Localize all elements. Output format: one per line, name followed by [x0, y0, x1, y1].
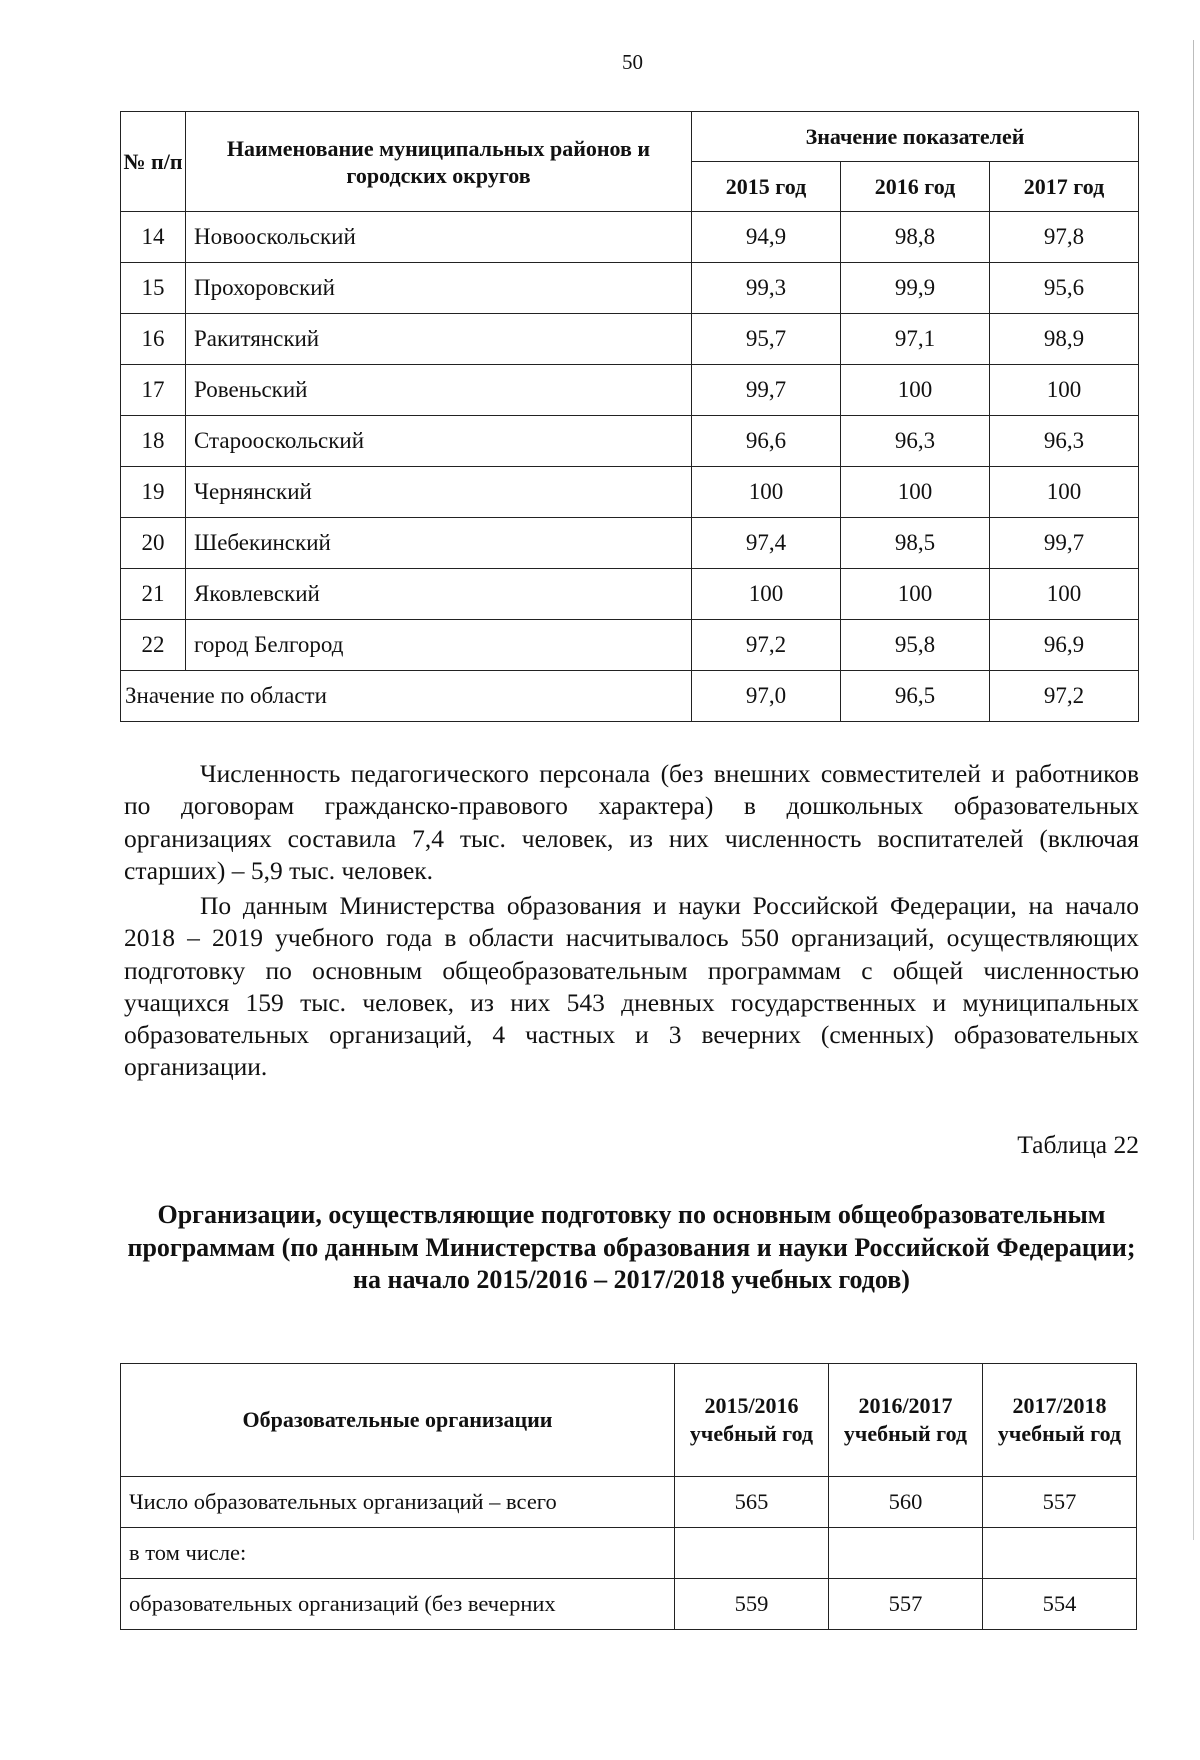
row-number: 18: [121, 416, 186, 467]
region-name: город Белгород: [186, 620, 692, 671]
row-number: 14: [121, 212, 186, 263]
table-row: [121, 1477, 1137, 1528]
row-label: в том числе:: [121, 1528, 675, 1579]
col-header-number: № п/п: [121, 112, 186, 212]
value-2016: 97,1: [841, 314, 990, 365]
value-2017: 97,8: [990, 212, 1139, 263]
region-name: Новооскольский: [186, 212, 692, 263]
col-header-2015-2016: 2015/2016 учебный год: [675, 1364, 829, 1477]
col-header-organizations: Образовательные организации: [121, 1364, 675, 1477]
value-2015: 100: [692, 569, 841, 620]
value-2015: 97,4: [692, 518, 841, 569]
region-name: Старооскольский: [186, 416, 692, 467]
row-number: 19: [121, 467, 186, 518]
page-number: 50: [622, 50, 643, 74]
total-2016: 96,5: [841, 671, 990, 722]
value-2017: 99,7: [990, 518, 1139, 569]
row-number: 15: [121, 263, 186, 314]
value-2017: 100: [990, 467, 1139, 518]
value-2016: 99,9: [841, 263, 990, 314]
table-row: [121, 1579, 1137, 1630]
value-2017: 95,6: [990, 263, 1139, 314]
value-2016: 100: [841, 365, 990, 416]
col-header-2015: 2015 год: [692, 162, 841, 212]
row-value: 559: [675, 1579, 829, 1630]
row-value: 554: [983, 1579, 1137, 1630]
row-value: 557: [983, 1477, 1137, 1528]
regions-total-row: [121, 671, 1139, 722]
value-2017: 96,9: [990, 620, 1139, 671]
col-header-2016-2017: 2016/2017 учебный год: [829, 1364, 983, 1477]
table-row: [121, 467, 1139, 518]
col-header-name: Наименование муниципальных районов и городских округов: [186, 112, 692, 212]
value-2017: 100: [990, 569, 1139, 620]
region-name: Чернянский: [186, 467, 692, 518]
value-2015: 100: [692, 467, 841, 518]
regions-indicator-table: [120, 111, 1139, 722]
region-name: Шебекинский: [186, 518, 692, 569]
region-name: Прохоровский: [186, 263, 692, 314]
row-number: 22: [121, 620, 186, 671]
value-2016: 98,8: [841, 212, 990, 263]
table-row: [121, 518, 1139, 569]
row-value: [983, 1528, 1137, 1579]
paragraph-staff: Численность педагогического персонала (без внешних совместителей и работников по договорам гражданско-правового характера) в дошкольных образовательных организациях составила 7,4 тыс. человек, из них численность воспитателей (включая старших) – 5,9 тыс. человек.: [124, 759, 1139, 885]
regions-table-body: [121, 212, 1139, 671]
col-header-2017-2018: 2017/2018 учебный год: [983, 1364, 1137, 1477]
table-row: [121, 212, 1139, 263]
col-header-2016: 2016 год: [841, 162, 990, 212]
table-row: [121, 569, 1139, 620]
value-2016: 98,5: [841, 518, 990, 569]
total-2017: 97,2: [990, 671, 1139, 722]
row-number: 20: [121, 518, 186, 569]
table-22-label: Таблица 22: [1017, 1130, 1139, 1159]
row-value: [675, 1528, 829, 1579]
total-2015: 97,0: [692, 671, 841, 722]
scan-edge-line: [1193, 40, 1194, 1540]
table-row: [121, 365, 1139, 416]
col-header-2017: 2017 год: [990, 162, 1139, 212]
row-label: Число образовательных организаций – всего: [121, 1477, 675, 1528]
value-2015: 94,9: [692, 212, 841, 263]
row-label: образовательных организаций (без вечерних: [121, 1579, 675, 1630]
value-2017: 96,3: [990, 416, 1139, 467]
value-2015: 97,2: [692, 620, 841, 671]
total-label: Значение по области: [121, 671, 692, 722]
row-value: 557: [829, 1579, 983, 1630]
value-2015: 95,7: [692, 314, 841, 365]
value-2016: 100: [841, 569, 990, 620]
value-2016: 96,3: [841, 416, 990, 467]
table-row: [121, 620, 1139, 671]
row-value: [829, 1528, 983, 1579]
row-value: 560: [829, 1477, 983, 1528]
organizations-table: [120, 1363, 1137, 1630]
table-22-title: Организации, осуществляющие подготовку по основным общеобразовательным программам (по данным Министерства образования и науки Российской Федерации; на начало 2015/2016 – 2017/2018 учебных годов): [127, 1200, 1136, 1294]
row-number: 17: [121, 365, 186, 416]
region-name: Ракитянский: [186, 314, 692, 365]
value-2016: 95,8: [841, 620, 990, 671]
value-2016: 100: [841, 467, 990, 518]
row-number: 21: [121, 569, 186, 620]
value-2017: 98,9: [990, 314, 1139, 365]
paragraph-organizations: По данным Министерства образования и науки Российской Федерации, на начало 2018 – 2019 учебного года в области насчитывалось 550 организаций, осуществляющих подготовку по основным общеобразовательным программам с общей численностью учащихся 159 тыс. человек, из них 543 дневных государственных и муниципальных образовательных организаций, 4 частных и 3 вечерних (сменных) образовательных организации.: [124, 891, 1139, 1082]
row-number: 16: [121, 314, 186, 365]
col-header-indicators: Значение показателей: [692, 112, 1139, 162]
region-name: Ровеньский: [186, 365, 692, 416]
table-row: [121, 263, 1139, 314]
table-row: [121, 1528, 1137, 1579]
value-2017: 100: [990, 365, 1139, 416]
row-value: 565: [675, 1477, 829, 1528]
table-row: [121, 416, 1139, 467]
value-2015: 99,3: [692, 263, 841, 314]
value-2015: 96,6: [692, 416, 841, 467]
value-2015: 99,7: [692, 365, 841, 416]
region-name: Яковлевский: [186, 569, 692, 620]
table-row: [121, 314, 1139, 365]
